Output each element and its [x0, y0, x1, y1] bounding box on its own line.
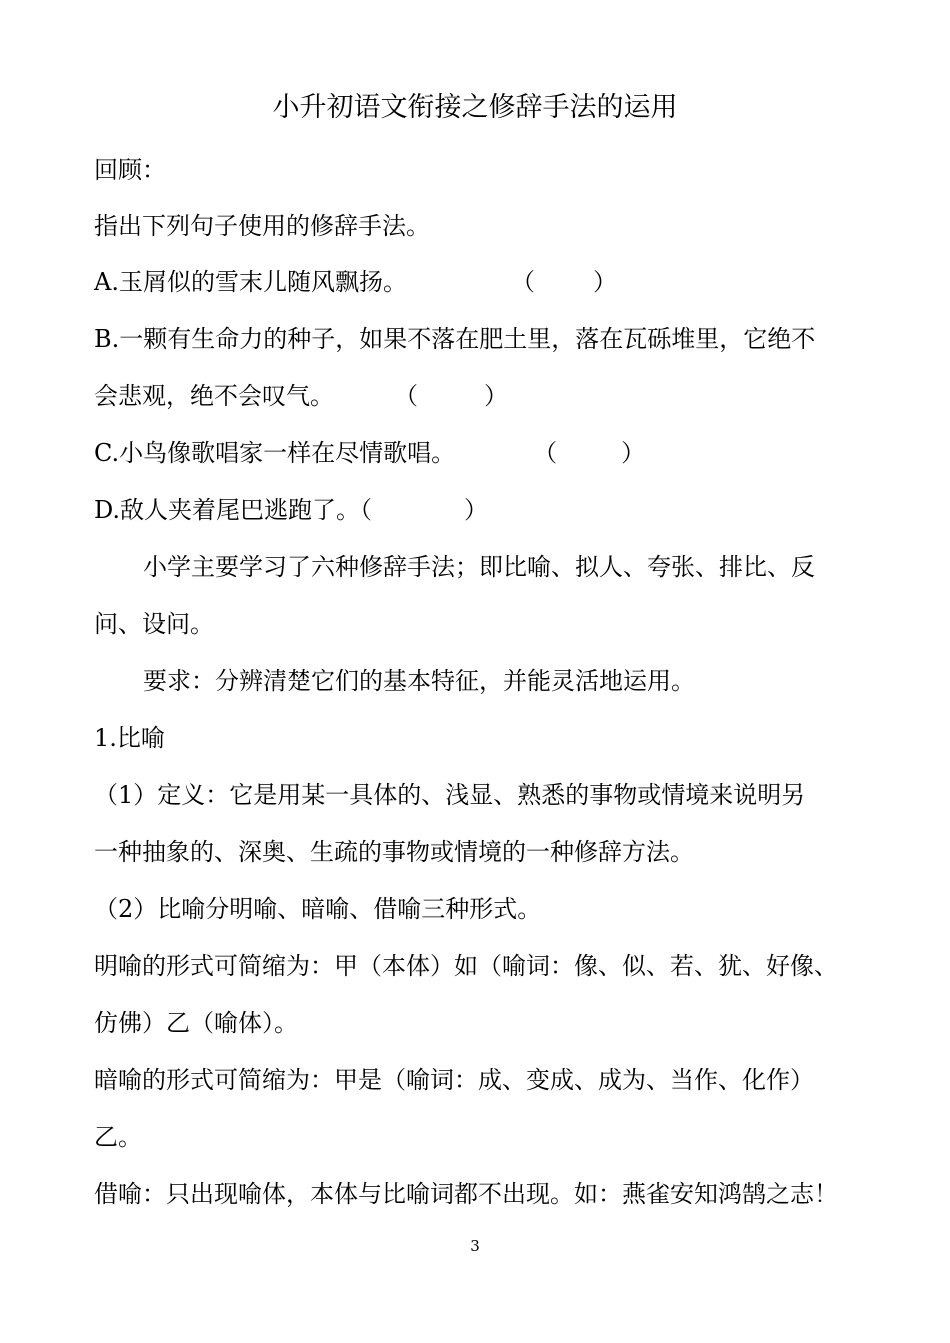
question-b-line2 [94, 378, 508, 414]
question-b-line1: B.一颗有生命力的种子，如果不落在肥土里，落在瓦砾堆里，它绝不 [94, 325, 816, 353]
question-d-open-paren: （ [360, 496, 373, 524]
review-heading: 回顾： [94, 156, 166, 184]
section-heading-simile: 1.比喻 [94, 724, 165, 752]
question-d-close-paren: ） [464, 496, 489, 524]
question-b-text: 会悲观，绝不会叹气。 [94, 382, 334, 410]
question-d-text: D.敌人夹着尾巴逃跑了。 [94, 496, 361, 524]
question-a-text: A.玉屑似的雪末儿随风飘扬。 [94, 268, 407, 296]
metaphor-line1: 暗喻的形式可简缩为：甲是（喻词：成、变成、成为、当作、化作） [94, 1066, 814, 1094]
document-title: 小升初语文衔接之修辞手法的运用 [272, 92, 678, 123]
definition-line2: 一种抽象的、深奥、生疏的事物或情境的一种修辞方法。 [94, 838, 694, 866]
question-d [94, 492, 488, 528]
simile-line2: 仿佛）乙（喻体）。 [94, 1009, 298, 1037]
simile-line1: 明喻的形式可简缩为：甲（本体）如（喻词：像、似、若、犹、好像、 [94, 952, 838, 980]
metaphor-line2: 乙。 [94, 1123, 142, 1151]
question-c-text: C.小鸟像歌唱家一样在尽情歌唱。 [94, 439, 456, 467]
question-c [94, 435, 645, 471]
question-a-open-paren: （ [510, 268, 535, 296]
metonymy-text: 借喻：只出现喻体，本体与比喻词都不出现。如：燕雀安知鸿鹄之志！ [94, 1180, 838, 1208]
forms-text: （2）比喻分明喻、暗喻、借喻三种形式。 [94, 895, 542, 923]
requirement-text: 要求：分辨清楚它们的基本特征，并能灵活地运用。 [143, 667, 695, 695]
question-a-close-paren: ） [592, 268, 617, 296]
instruction-text: 指出下列句子使用的修辞手法。 [94, 212, 430, 240]
definition-line1: （1）定义：它是用某一具体的、浅显、熟悉的事物或情境来说明另 [94, 781, 806, 809]
page-number: 3 [470, 1237, 480, 1255]
summary-line2: 问、设问。 [94, 610, 214, 638]
summary-line1: 小学主要学习了六种修辞手法；即比喻、拟人、夸张、排比、反 [143, 553, 815, 581]
question-c-open-paren: （ [533, 439, 558, 467]
question-b-close-paren: ） [484, 382, 508, 410]
question-a [94, 264, 617, 300]
question-c-close-paren: ） [621, 439, 646, 467]
question-b-open-paren: （ [394, 382, 418, 410]
